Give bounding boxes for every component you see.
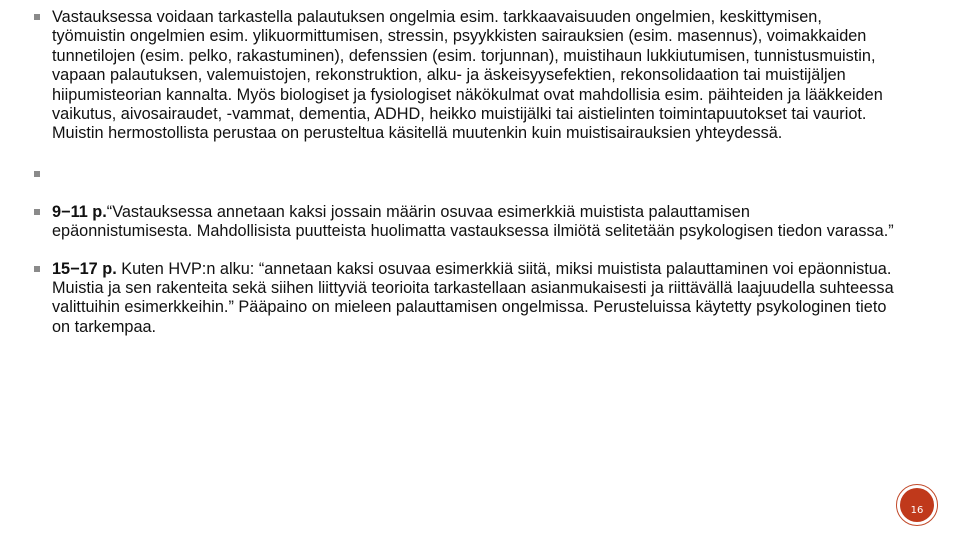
bullet-item-4 [34, 260, 894, 338]
square-bullet-icon [34, 171, 40, 177]
page-number-badge [896, 484, 938, 526]
bullet-text: Kuten HVP:n alku: “annetaan kaksi osuvaa esimerkkiä siitä, miksi muistista palauttaminen voi epäonnistua. Muistia ja sen rakenteita sekä siihen liittyviä teorioita tarkastellaan asianmukaisesti ja riittävällä laajuudella suhteessa valittuihin esimerkkeihin.” Pääpaino on mieleen palauttamisen ongelmissa. Perusteluissa käytetty psykologinen tieto on tarkempaa. [52, 259, 894, 336]
square-bullet-icon [34, 209, 40, 215]
square-bullet-icon [34, 14, 40, 20]
bullet-lead: 15−17 p. [52, 259, 117, 278]
bullet-item-3 [34, 203, 894, 242]
bullet-lead: 9−11 p. [52, 202, 107, 221]
slide-body [34, 8, 894, 337]
square-bullet-icon [34, 266, 40, 272]
page-number: 16 [900, 488, 934, 522]
bullet-text: Vastauksessa voidaan tarkastella palautuksen ongelmia esim. tarkkaavaisuuden ongelmien, keskittymisen, työmuistin ongelmien esim. ylikuormittumisen, stressin, psyykkisten sairauksien (esim. masennus), voimakkaiden tunnetilojen (esim. pelko, rakastuminen), defenssien (esim. torjunnan), muistihaun lukkiutumisen, tunnistusmuistin, vapaan palautuksen, valemuistojen, rekonstruktion, alku- ja äskeisyysefektien, rekonsolidaation tai muistijäljen hiipumisteorian kannalta. Myös biologiset ja fysiologiset näkökulmat ovat mahdollisia esim. päihteiden ja lääkkeiden vaikutus, aivosairaudet, -vammat, dementia, ADHD, heikko muistijälki tai aistielinten toimintapuutokset tai vauriot. Muistin hermostollista perustaa on perusteltua käsitellä muutenkin kuin muistisairauksien yhteydessä. [52, 8, 883, 143]
bullet-item-1 [34, 8, 894, 144]
bullet-text: “Vastauksessa annetaan kaksi jossain määrin osuvaa esimerkkiä muistista palauttamisen epäonnistumisesta. Mahdollisista puutteista huolimatta vastauksessa ilmiötä selitetään psykologisen tiedon varassa.” [52, 202, 894, 241]
bullet-item-2 [34, 165, 894, 184]
